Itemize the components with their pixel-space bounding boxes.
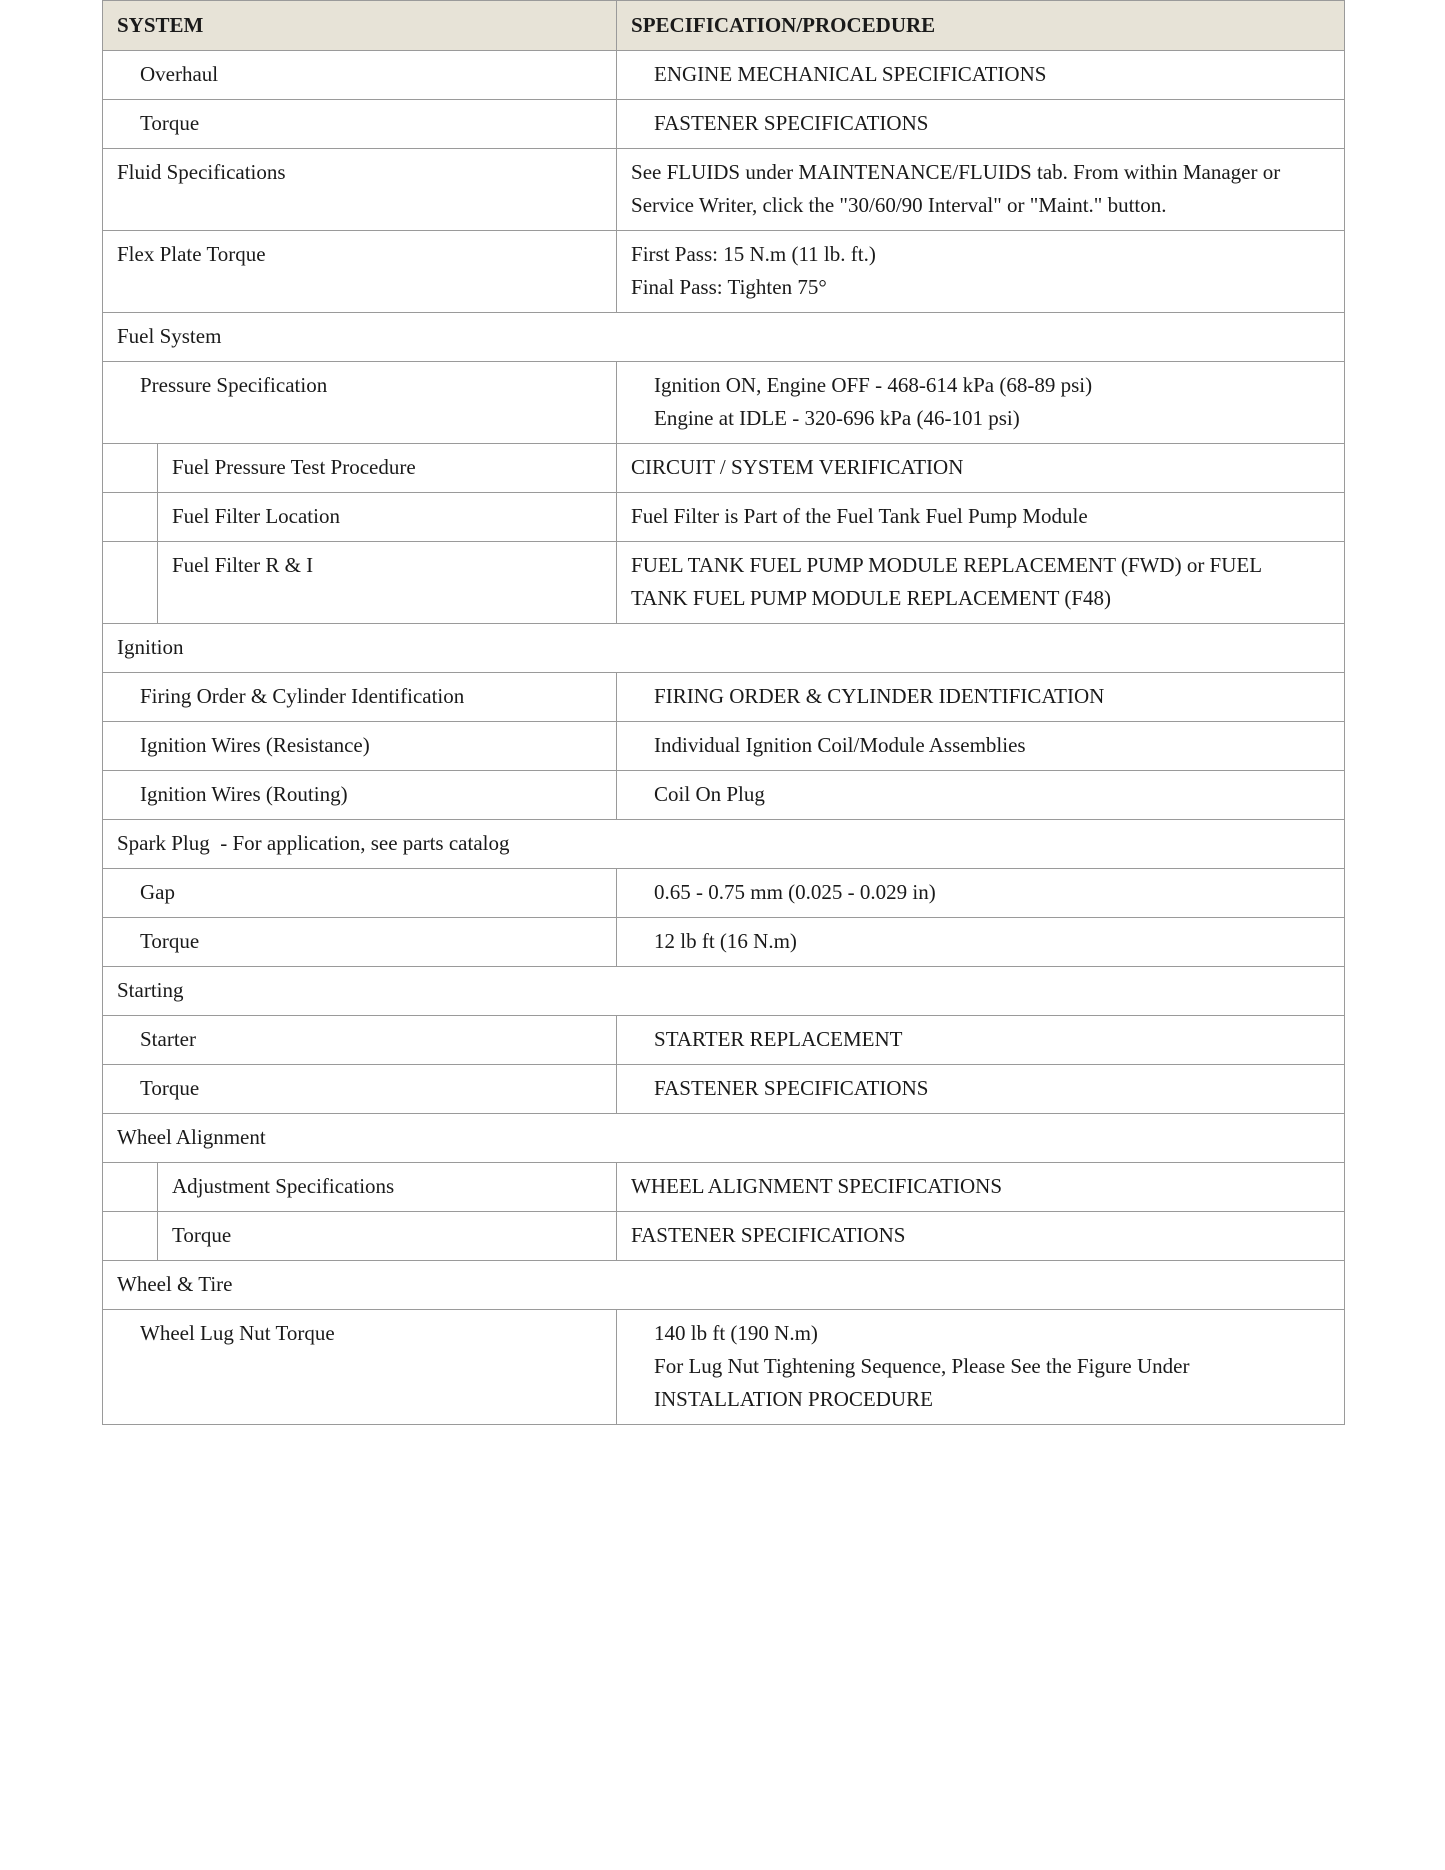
value-line: Engine at IDLE - 320-696 kPa (46-101 psi)	[654, 406, 1020, 430]
value-line: Ignition ON, Engine OFF - 468-614 kPa (68-89 psi)	[654, 373, 1093, 397]
row-label: Firing Order & Cylinder Identification	[103, 673, 617, 722]
row-label: Adjustment Specifications	[158, 1163, 617, 1212]
table-row	[103, 100, 1345, 149]
table-row	[103, 1065, 1345, 1114]
section-row	[103, 1114, 1345, 1163]
table-row	[103, 722, 1345, 771]
table-row	[103, 493, 1345, 542]
section-heading: Fuel System	[103, 313, 1345, 362]
table-row	[103, 673, 1345, 722]
row-label: Pressure Specification	[103, 362, 617, 444]
row-label: Torque	[103, 1065, 617, 1114]
row-label: Overhaul	[103, 51, 617, 100]
row-label: Wheel Lug Nut Torque	[103, 1310, 617, 1425]
indent-cell	[103, 1163, 158, 1212]
value-line: INSTALLATION PROCEDURE	[654, 1387, 933, 1411]
table-row	[103, 362, 1345, 444]
row-label: Gap	[103, 869, 617, 918]
indent-cell	[103, 1212, 158, 1261]
row-label: Fuel Filter Location	[158, 493, 617, 542]
row-value: FASTENER SPECIFICATIONS	[617, 100, 1345, 149]
row-value: Coil On Plug	[617, 771, 1345, 820]
row-label: Flex Plate Torque	[103, 231, 617, 313]
section-heading: Ignition	[103, 624, 1345, 673]
row-value: 0.65 - 0.75 mm (0.025 - 0.029 in)	[617, 869, 1345, 918]
value-line: First Pass: 15 N.m (11 lb. ft.)	[631, 242, 876, 266]
row-value: FASTENER SPECIFICATIONS	[617, 1065, 1345, 1114]
section-row	[103, 820, 1345, 869]
row-value: 12 lb ft (16 N.m)	[617, 918, 1345, 967]
row-value: CIRCUIT / SYSTEM VERIFICATION	[617, 444, 1345, 493]
row-label: Torque	[103, 100, 617, 149]
table-row	[103, 542, 1345, 624]
table-row	[103, 869, 1345, 918]
section-heading: Starting	[103, 967, 1345, 1016]
row-value	[617, 1310, 1345, 1425]
row-label: Torque	[103, 918, 617, 967]
row-label: Ignition Wires (Resistance)	[103, 722, 617, 771]
value-line: Final Pass: Tighten 75°	[631, 275, 827, 299]
row-value: ENGINE MECHANICAL SPECIFICATIONS	[617, 51, 1345, 100]
row-label: Fuel Filter R & I	[158, 542, 617, 624]
row-label: Starter	[103, 1016, 617, 1065]
section-row	[103, 967, 1345, 1016]
row-value: Fuel Filter is Part of the Fuel Tank Fuel Pump Module	[617, 493, 1345, 542]
value-line: See FLUIDS under MAINTENANCE/FLUIDS tab. From within Manager or	[631, 160, 1281, 184]
section-heading: Wheel & Tire	[103, 1261, 1345, 1310]
table-row	[103, 231, 1345, 313]
table-row	[103, 1212, 1345, 1261]
row-label: Ignition Wires (Routing)	[103, 771, 617, 820]
row-value	[617, 542, 1345, 624]
header-specification: SPECIFICATION/PROCEDURE	[617, 1, 1345, 51]
value-line: FUEL TANK FUEL PUMP MODULE REPLACEMENT (FWD) or FUEL	[631, 553, 1263, 577]
table-row	[103, 1310, 1345, 1425]
row-value	[617, 231, 1345, 313]
row-label: Torque	[158, 1212, 617, 1261]
header-system: SYSTEM	[103, 1, 617, 51]
indent-cell	[103, 493, 158, 542]
value-line: For Lug Nut Tightening Sequence, Please See the Figure Under	[654, 1354, 1190, 1378]
table-row	[103, 918, 1345, 967]
section-heading: Spark Plug - For application, see parts catalog	[103, 820, 1345, 869]
section-heading: Wheel Alignment	[103, 1114, 1345, 1163]
table-row	[103, 444, 1345, 493]
table-row	[103, 1163, 1345, 1212]
row-value	[617, 149, 1345, 231]
table-row	[103, 149, 1345, 231]
value-line: 140 lb ft (190 N.m)	[654, 1321, 818, 1345]
row-value: FASTENER SPECIFICATIONS	[617, 1212, 1345, 1261]
section-row	[103, 1261, 1345, 1310]
row-value: WHEEL ALIGNMENT SPECIFICATIONS	[617, 1163, 1345, 1212]
table-row	[103, 771, 1345, 820]
value-line: TANK FUEL PUMP MODULE REPLACEMENT (F48)	[631, 586, 1111, 610]
row-value: Individual Ignition Coil/Module Assemblies	[617, 722, 1345, 771]
row-value: STARTER REPLACEMENT	[617, 1016, 1345, 1065]
indent-cell	[103, 542, 158, 624]
indent-cell	[103, 444, 158, 493]
row-value	[617, 362, 1345, 444]
table-row	[103, 1016, 1345, 1065]
section-row	[103, 624, 1345, 673]
value-line: Service Writer, click the "30/60/90 Interval" or "Maint." button.	[631, 193, 1167, 217]
row-label: Fluid Specifications	[103, 149, 617, 231]
table-row	[103, 51, 1345, 100]
table-header-row	[103, 1, 1345, 51]
section-row	[103, 313, 1345, 362]
specification-table	[102, 0, 1345, 1425]
row-value: FIRING ORDER & CYLINDER IDENTIFICATION	[617, 673, 1345, 722]
row-label: Fuel Pressure Test Procedure	[158, 444, 617, 493]
